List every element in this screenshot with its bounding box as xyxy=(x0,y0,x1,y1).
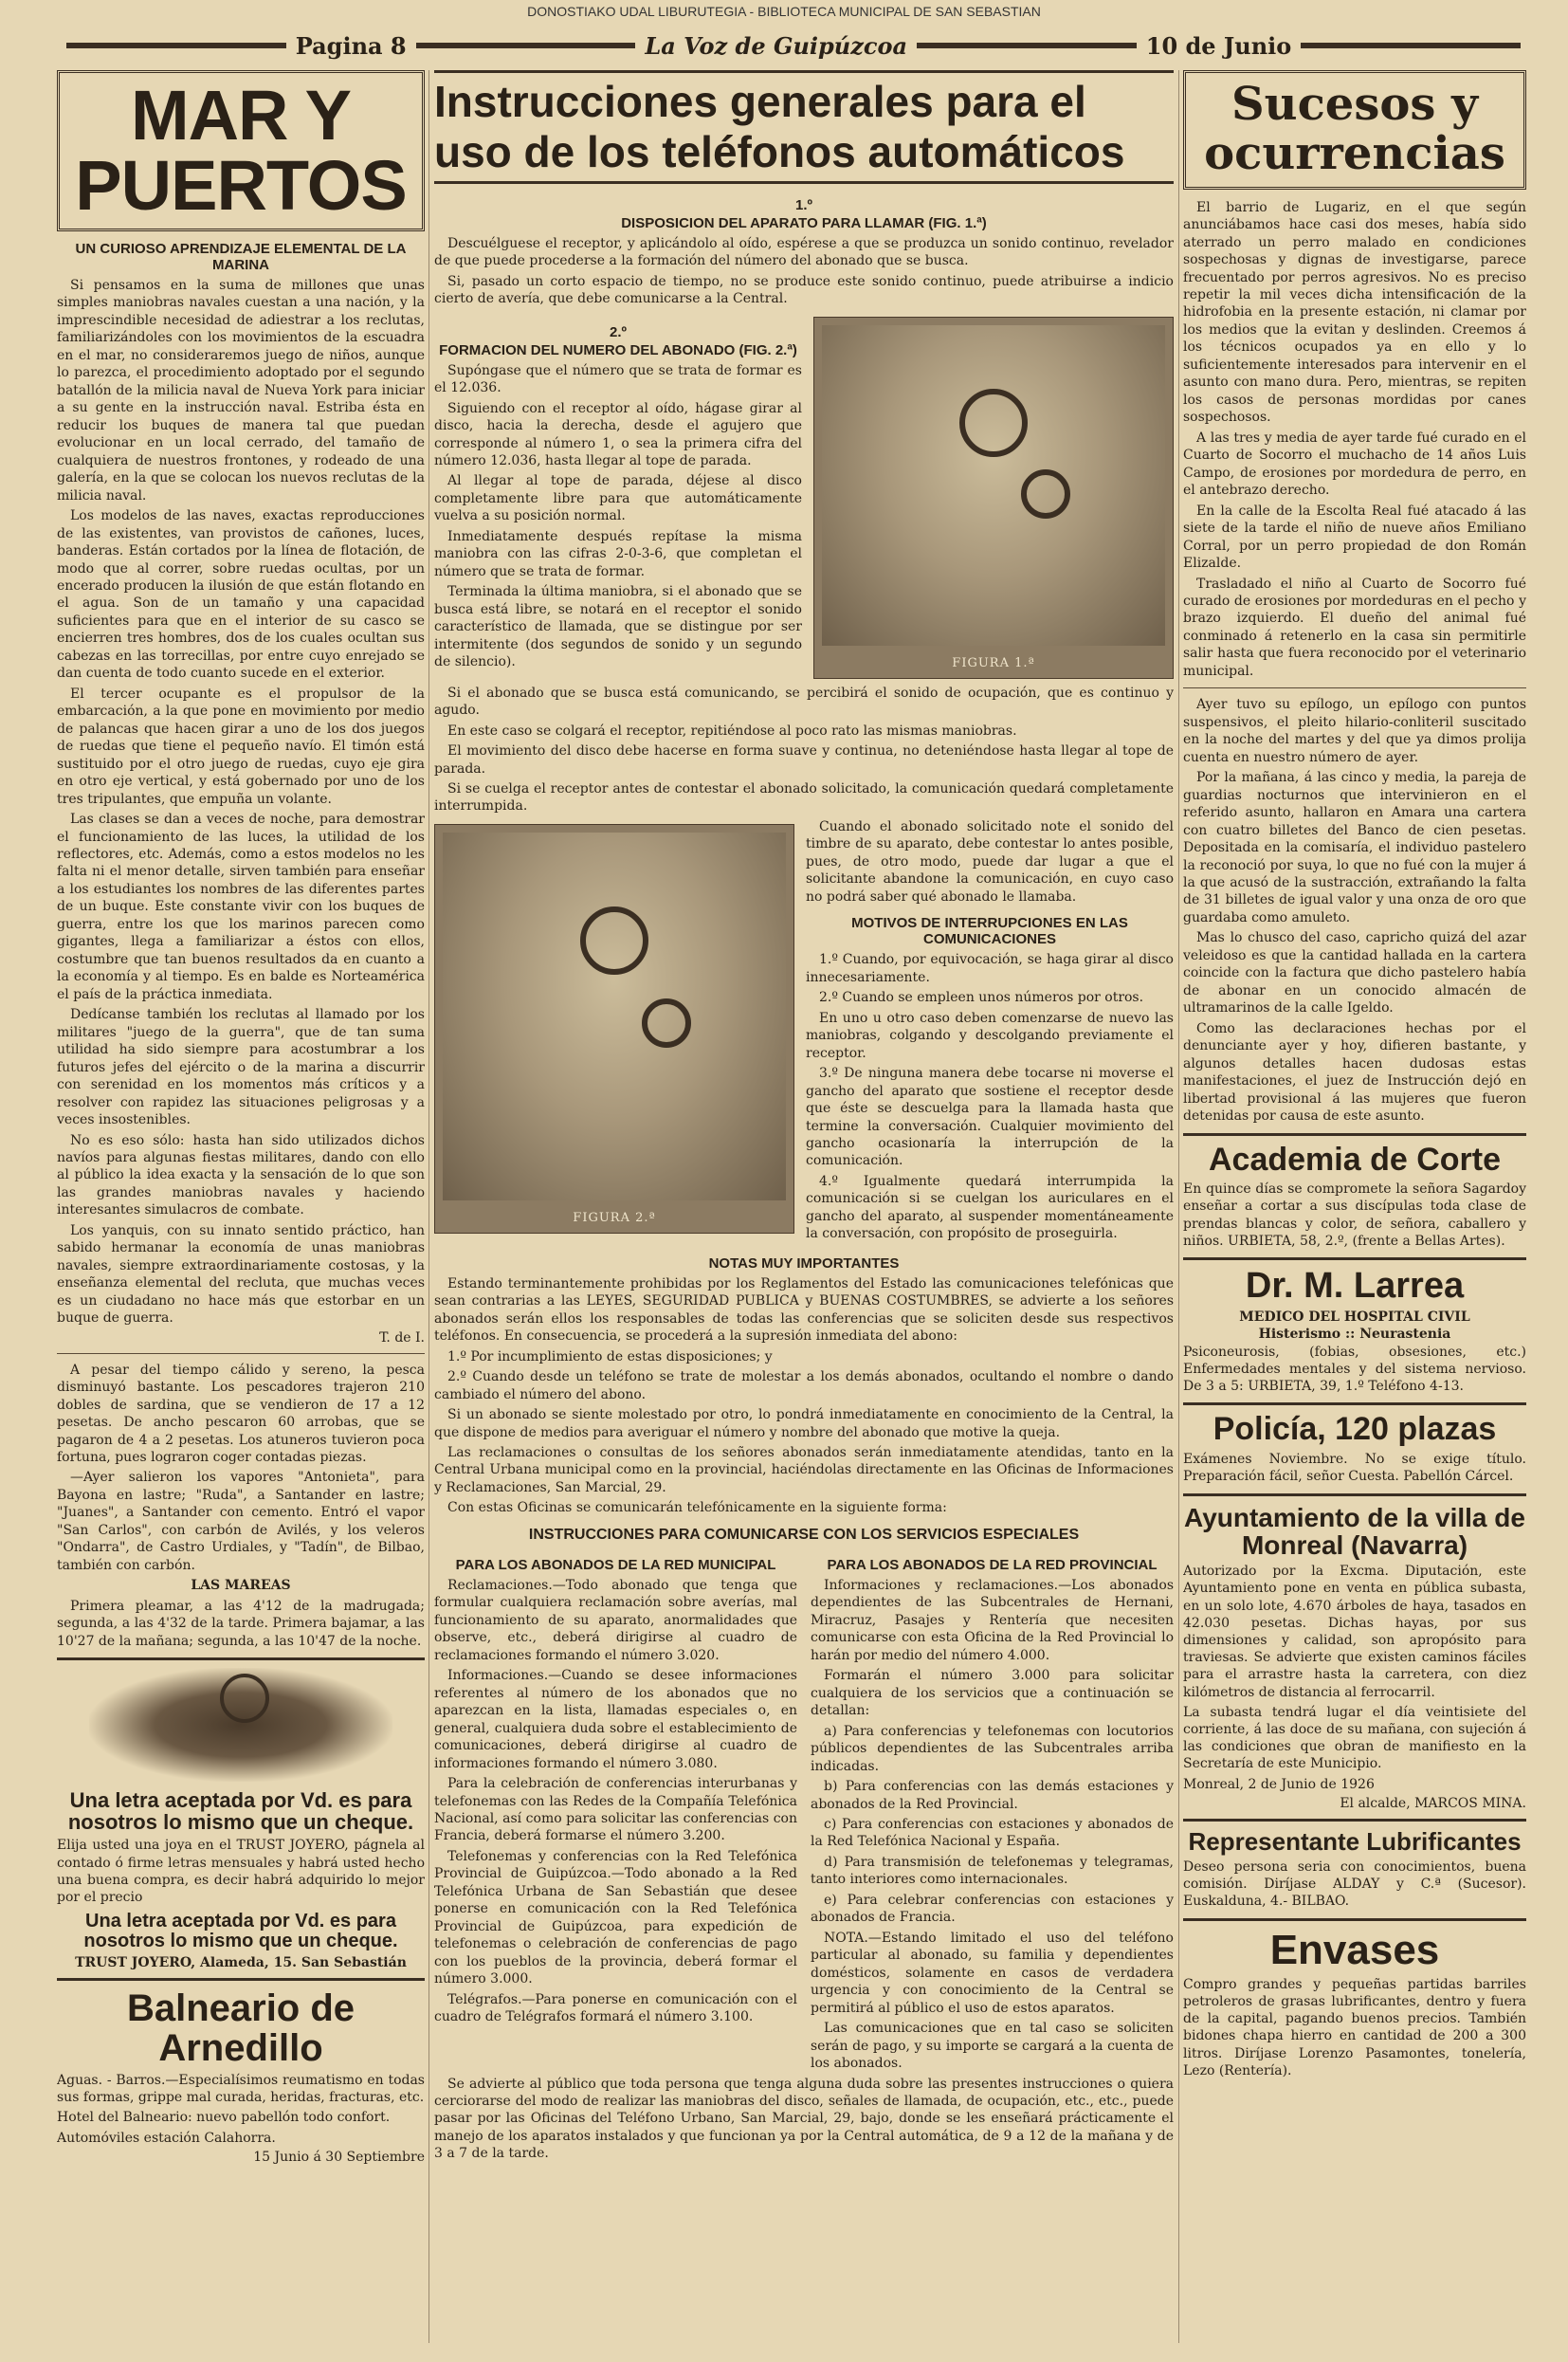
larrea-specialty: Histerismo :: Neurastenia xyxy=(1258,1326,1451,1342)
envases-body: Compro grandes y pequeñas partidas barriles petroleros de grasas lubrificantes, dentro y fuera de la capital, pagando buenos precios. También bidones chapa hierro en cantidad de 200 a 300 litros. Diríjase Lorenzo Pasamontes, tonelería, Lezo (Rentería). xyxy=(1183,1976,1526,2078)
sucesos-paragraph: Ayer tuvo su epílogo, un epílogo con puntos suspensivos, el pleito hilario-conliteril suscitado en la noche del martes y del que ya dimos prolija cuenta en nuestro número de ayer. xyxy=(1183,697,1526,765)
larrea-title: Dr. M. Larrea xyxy=(1245,1266,1465,1306)
instruction-paragraph: Cuando el abonado solicitado note el sonido del timbre de su aparato, debe contestar lo antes posible, pues, de otro modo, puede dar lugar a que el solicitante abandone la comunicación, en cuyo caso no podrá saber qué abonado le llamaba. xyxy=(806,818,1174,905)
instruction-paragraph: Supóngase que el número que se trata de formar es el 12.036. xyxy=(434,362,802,396)
page-number: Pagina 8 xyxy=(295,31,407,60)
article-paragraph: No es eso sólo: hasta han sido utilizados dichos navíos para algunas fiestas militares, dando con ello al público la idea exacta y la sensación de lo que son las grandes maniobras navales y haciendo interesantes simulacros de combate. xyxy=(57,1132,425,1218)
academia-corte-body: En quince días se compromete la señora Sagardoy enseñar a cortar a sus discípulas toda clase de prendas blancas y color, de señora, caballero y niños. URBIETA, 58, 2.º, (frente a Bellas Artes). xyxy=(1183,1181,1526,1249)
issue-date: 10 de Junio xyxy=(1145,31,1292,60)
divider xyxy=(1183,1402,1526,1405)
column-telefonos xyxy=(434,70,1174,2343)
column-rule xyxy=(428,70,429,2343)
red-municipal xyxy=(434,1547,797,2076)
red-municipal-title: PARA LOS ABONADOS DE LA RED MUNICIPAL xyxy=(455,1556,776,1573)
balneario-hotel: Hotel del Balneario: nuevo pabellón todo confort. xyxy=(57,2110,391,2126)
figure-2-wrap xyxy=(434,818,794,1239)
sucesos-paragraph: Trasladado el niño al Cuarto de Socorro fué curado de erosiones por mordeduras en el pecho y brazo izquierdo. El dueño del animal fué conminado á retenerlo en la casa sin permitirle salir hasta que fuera reconocido por el veterinario municipal. xyxy=(1183,576,1526,679)
column-sucesos xyxy=(1183,70,1526,2343)
section-number: 1.º xyxy=(795,196,812,213)
news-paragraph: —Ayer salieron los vapores "Antonieta", para Bayona en lastre; "Ruda", a Santander en lastre; "Juanes", a Santander con cemento. Entró el vapor "San Carlos", con carbón de Avilés, y los veleros "Ondarra", de Castro Urdiales, y "Tadín", de Bilbao, también con carbón. xyxy=(57,1470,425,1573)
motivo-item: 1.º Cuando, por equivocación, se haga girar al disco innecesariamente. xyxy=(806,952,1174,985)
tides-text: Primera pleamar, a las 4'12 de la madrugada; segunda, a las 4'32 de la tarde. Primera bajamar, a las 10'27 de la mañana; segunda, a las 10'47 de la noche. xyxy=(57,1598,425,1649)
article-title: UN CURIOSO APRENDIZAJE ELEMENTAL DE LA MARINA xyxy=(75,241,407,273)
servicio-paragraph: Formarán el número 3.000 para solicitar cualquiera de los servicios que a continuación se detallan: xyxy=(811,1668,1174,1719)
instruction-paragraph: El movimiento del disco debe hacerse en forma suave y continua, no deteniéndose hasta llegar al tope de parada. xyxy=(434,743,1174,777)
telephone-instructions-title: Instrucciones generales para el uso de los teléfonos automáticos xyxy=(434,70,1174,184)
monreal-date: Monreal, 2 de Junio de 1926 xyxy=(1183,1776,1375,1792)
telephone-photo-2 xyxy=(443,833,786,1200)
nota-paragraph: Si un abonado se siente molestado por otro, lo pondrá inmediatamente en conocimiento de la Central, la que dispone de medios para averiguar el número y nombre del abonado que motive la queja. xyxy=(434,1407,1174,1440)
tides-title: LAS MAREAS xyxy=(191,1578,291,1594)
servicio-paragraph: Telefonemas y conferencias con la Red Telefónica Provincial de Guipúzcoa.—Todo abonado a la Red Telefónica Urbana de San Sebastián que desee ponerse en comunicación con la Red Telefónica Provincial de Guipúzcoa, para expedición de telefonemas o celebración de conferencias de pago con los pueblos de la provincia, deberá formar el número 3.000. xyxy=(434,1848,797,1987)
monreal-body: Autorizado por la Excma. Diputación, este Ayuntamiento pone en venta en pública subasta, en un solo lote, 4.670 árboles de haya, tasados en 42.030 pesetas. Dichas hayas, por sus dimensiones y calidad, son apropósito para traviesas. Se advierte que existen caminos fáciles para el arrastre hasta la carretera, con diez kilómetros de distancia al ferrocarril. xyxy=(1183,1564,1526,1700)
balneario-transport: Automóviles estación Calahorra. xyxy=(57,2130,276,2146)
servicio-paragraph: a) Para conferencias y telefonemas con locutorios públicos dependientes de las Subcentrales arriba indicadas. xyxy=(811,1723,1174,1774)
instruction-paragraph: Al llegar al tope de parada, déjese al disco completamente libre para que automáticamente vuelva a su posición normal. xyxy=(434,473,802,524)
library-banner: DONOSTIAKO UDAL LIBURUTEGIA - BIBLIOTECA MUNICIPAL DE SAN SEBASTIAN xyxy=(527,4,1041,19)
figure-1-row xyxy=(434,311,1174,685)
sucesos-paragraph: Como las declaraciones hechas por el denunciante ayer y hoy, difieren bastante, y algunos detalles hacen dudosas estas manifestaciones, el juez de Instrucción dejó en libertad provisional á las mujeres que fueron detenidas por causa de este asunto. xyxy=(1183,1020,1526,1125)
notas-title: NOTAS MUY IMPORTANTES xyxy=(708,1254,900,1272)
balneario-dates: 15 Junio á 30 Septiembre xyxy=(253,2149,425,2165)
policia-title: Policía, 120 plazas xyxy=(1212,1411,1497,1448)
divider xyxy=(1183,1133,1526,1136)
running-head xyxy=(57,28,1530,63)
trust-joyero-body: Elija usted una joya en el TRUST JOYERO, págnela al contado ó firme letras mensuales y habrá usted hecho una buena compra, es decir habrá adquirido lo mejor por el precio xyxy=(57,1838,425,1905)
figure-1-text xyxy=(434,311,802,674)
servicio-paragraph: Para la celebración de conferencias interurbanas y telefonemas con las Redes de la Compañía Telefónica Nacional, así como para solicitar las conferencias con Francia, deberá formarse el número 3.200. xyxy=(434,1776,797,1844)
servicio-paragraph: Informaciones.—Cuando se desee informaciones referentes al número de los abonados que no aparezcan en la lista, llamadas especiales o, en general, cualquiera duda sobre el establecimiento de comunicaciones, deberá dirigirse al cuadro de informaciones formando el número 3.080. xyxy=(434,1668,797,1771)
servicio-paragraph: c) Para conferencias con estaciones y abonados de la Red Telefónica Nacional y España. xyxy=(811,1816,1174,1850)
divider xyxy=(57,1978,425,1981)
section-title: DISPOSICION DEL APARATO PARA LLAMAR (FIG. 1.ª) xyxy=(621,214,987,231)
sucesos-paragraph: El barrio de Lugariz, en el que según anunciábamos hace casi dos meses, había sido aterrado un perro malado en condiciones sospechosas y dignas de investigarse, parece frecuentado por perros agresivos. No es preciso repetir la mil veces dicha intensificación de la hidrofobia en la presente estación, ni clamar por los medios que la evitan y deslinden. Creemos á los técnicos ocupados ya en ello y lo suficientemente interesados para intervenir en el asunto con mano dura. Pero, mientras, se repiten los casos de personas mordidas por canes sospechosos. xyxy=(1183,199,1526,426)
instruction-paragraph: Siguiendo con el receptor al oído, hágase girar al disco, hacia la derecha, desde el agujero que corresponde al número 1, o sea la primera cifra del número 12.036, hasta llegar al tope de parada. xyxy=(434,400,802,468)
trust-joyero-headline: Una letra aceptada por Vd. es para nosotros lo mismo que un cheque. xyxy=(67,1788,414,1835)
divider xyxy=(1183,1819,1526,1822)
sucesos-paragraph: En la calle de la Escolta Real fué atacado á las siete de la tarde el niño de nueve años Emiliano Corral, por un perro propiedad de don Román Elizalde. xyxy=(1183,503,1526,572)
motivo-item: 3.º De ninguna manera debe tocarse ni moverse el gancho del aparato que sostiene el receptor desde que éste se descuelga para la llamada hasta que termine la conversación. Cualquier movimiento del gancho ocasionaría la interrupción de la comunicación. xyxy=(806,1066,1174,1169)
news-paragraph: A pesar del tiempo cálido y sereno, la pesca disminuyó bastante. Los pescadores trajeron 210 dobles de sardina, que se vendieron de 17 a 12 pesetas. De ancho pescaron 60 arrobas, que se pagaron de 4 a 2 pesetas. Los atuneros tuvieron poca fortuna, pues lograron coger contadas piezas. xyxy=(57,1362,425,1465)
nota-paragraph: Las reclamaciones o consultas de los señores abonados serán inmediatamente atendidas, tanto en la Central Urbana municipal como en la provincial, haciéndolas directamente en las Oficinas de Informaciones y Reclamaciones, San Marcial, 29. xyxy=(434,1445,1174,1495)
servicios-columns xyxy=(434,1547,1174,2076)
head-rule-left xyxy=(66,43,286,48)
servicio-paragraph: Telégrafos.—Para ponerse en comunicación con el cuadro de Telégrafos formará el número 3.100. xyxy=(434,1991,797,2025)
instruction-paragraph: En este caso se colgará el receptor, repitiéndose al poco rato las mismas maniobras. xyxy=(447,723,1017,739)
envases-title: Envases xyxy=(1269,1926,1440,1973)
servicio-paragraph: e) Para celebrar conferencias con estaciones y abonados de Francia. xyxy=(811,1892,1174,1926)
nota-paragraph: Con estas Oficinas se comunicarán telefónicamente en la siguiente forma: xyxy=(447,1500,947,1516)
section-title: FORMACION DEL NUMERO DEL ABONADO (FIG. 2.ª) xyxy=(439,341,797,358)
instruction-paragraph: Si el abonado que se busca está comunicando, se percibirá el sonido de ocupación, que es continuo y agudo. xyxy=(434,685,1174,719)
red-provincial xyxy=(811,1547,1174,2076)
servicio-paragraph: Las comunicaciones que en tal caso se soliciten serán de pago, y su importe se cargará a la cuenta de los abonados. xyxy=(811,2021,1174,2072)
article-paragraph: Los yanquis, con su innato sentido práctico, han sabido hermanar la economía de unas maniobras navales, siempre extraordinariamente costosas, y la enseñanza elemental del recluta, que muchas veces es un ciudadano no hace más que estorbar en un buque de guerra. xyxy=(57,1222,425,1327)
servicio-paragraph: b) Para conferencias con las demás estaciones y abonados de la Red Provincial. xyxy=(811,1779,1174,1812)
motivo-item: 4.º Igualmente quedará interrumpida la comunicación si se cuelgan los auriculares en el gancho del aparato, al suspender momentáneamente la conversación, con propósito de proseguirla. xyxy=(806,1173,1174,1242)
servicio-paragraph: Reclamaciones.—Todo abonado que tenga que formular cualquiera reclamación sobre averías, mal funcionamiento de su aparato, anormalidades que observe, etc., deberá dirigirse al cuadro de reclamaciones formando el número 3.020. xyxy=(434,1577,797,1663)
motivos-title: MOTIVOS DE INTERRUPCIONES EN LAS COMUNICACIONES xyxy=(851,915,1128,948)
article-paragraph: Los modelos de las naves, exactas reproducciones de las existentes, van provistos de cañones, luces, banderas. Están cortados por la línea de flotación, de modo que al correr, sobre ruedas ocultas, por un encerado producen la ilusión de que están flotando en el agua. Son de un tamaño y una capacidad suficientes para que en el interior de su casco se encierren tres hombres, dos de los cuales ocultan sus cabezas en las torrecillas, por entre cuyo enrejado se dan cuenta de todo cuanto sucede en el exterior. xyxy=(57,508,425,682)
monreal-body-2: La subasta tendrá lugar el día veintisiete del corriente, á las doce de su mañana, con sujeción á las condiciones que obran de manifiesto en la Secretaría de este Municipio. xyxy=(1183,1704,1526,1772)
lubrificantes-body: Deseo persona seria con conocimientos, buena comisión. Diríjase ALDAY y C.ª (Sucesor). Euskalduna, 4.- BILBAO. xyxy=(1183,1859,1526,1910)
article-paragraph: Dedícanse también los reclutas al llamado por los militares "juego de la guerra", que de tan suma utilidad ha sido siempre para acostumbrar a los futuros jefes del ejército o de la marina a discurrir con serenidad en los momentos más críticos y a resolver con rapidez las situaciones peligrosas y a veces insostenibles. xyxy=(57,1007,425,1128)
instruction-paragraph: Si se cuelga el receptor antes de contestar el abonado solicitado, la comunicación quedará completamente interrumpida. xyxy=(434,781,1174,815)
final-note: Se advierte al público que toda persona que tenga alguna duda sobre las presentes instrucciones o quiera cerciorarse del modo de realizar las maniobras del disco, señales de llamada, de ocupación, etc., etc., puede pasar por las Oficinas del Teléfono Urbano, San Marcial, 29, bajo, donde se les enseñará prácticamente el manejo de los aparatos instalados y que funcionan ya por la Central automática, de 9 a 12 de la mañana y de 3 a 7 de la tarde. xyxy=(434,2076,1174,2162)
section-title-sucesos: Sucesos y ocurrencias xyxy=(1183,70,1526,190)
balneario-title: Balneario de Arnedillo xyxy=(126,1987,356,2070)
nota-paragraph: 2.º Cuando desde un teléfono se trate de molestar a los demás abonados, ocultando el nombre o dando cambiado el número del abono. xyxy=(434,1369,1174,1402)
nota-paragraph: 1.º Por incumplimiento de estas disposiciones; y xyxy=(447,1348,773,1364)
masthead: La Voz de Guipúzcoa xyxy=(645,31,908,60)
jewelry-emblem-icon xyxy=(89,1668,392,1782)
trust-joyero-headline-2: Una letra aceptada por Vd. es para nosotros lo mismo que un cheque. xyxy=(83,1911,398,1952)
figure-2-text xyxy=(806,818,1174,1246)
article-signature: T. de I. xyxy=(379,1329,425,1346)
divider xyxy=(57,1353,425,1354)
servicio-paragraph: d) Para transmisión de telefonemas y telegramas, tanto interiores como internacionales. xyxy=(811,1854,1174,1888)
lubrificantes-title: Representante Lubrificantes xyxy=(1188,1826,1522,1856)
article-paragraph: Si pensamos en la suma de millones que unas simples maniobras navales cuestan a una nación, y la imprescindible necesidad de adiestrar a los reclutas, familiarizándoles con los movimientos de la escuadra en el mar, no consideraremos juego de niños, aunque lo parezca, el procedimiento adoptado por el segundo batallón de la milicia naval de Nueva York para iniciar a su gente en la instrucción naval. Estriba ésta en reducir los buques de manera tal que puedan evolucionar en un local cerrado, del tamaño de cualquiera de nuestros frontones, y rodeado de una galería, en la que se colocan los nuevos reclutas de la milicia naval. xyxy=(57,278,425,504)
trust-joyero-address: TRUST JOYERO, Alameda, 15. San Sebastián xyxy=(75,1955,407,1971)
section-number: 2.º xyxy=(610,323,627,340)
servicios-title: INSTRUCCIONES PARA COMUNICARSE CON LOS SERVICIOS ESPECIALES xyxy=(528,1526,1080,1543)
motivo-item: En uno u otro caso deben comenzarse de nuevo las maniobras, colgando y descolgando previamente el receptor. xyxy=(806,1010,1174,1061)
figure-2 xyxy=(434,824,794,1234)
instruction-paragraph: Terminada la última maniobra, si el abonado que se busca está libre, se notará en el receptor el sonido característico de llamada, que se distingue por ser intermitente (dos segundos de sonido y un segundo de silencio). xyxy=(434,584,802,670)
divider xyxy=(57,1657,425,1660)
figure-1-wrap xyxy=(813,311,1174,685)
instruction-paragraph: Descuélguese el receptor, y aplicándolo al oído, espérese a que se produzca un sonido continuo, revelador de que puede procederse a la formación del número del abonado que se busca. xyxy=(434,235,1174,269)
nota-paragraph: Estando terminantemente prohibidas por los Reglamentos del Estado las comunicaciones telefónicas que sean contrarias a las LEYES, SEGURIDAD PUBLICA y BUENAS COSTUMBRES, se advierte a los señores abonados serán ellos los responsables de todas las conferencias que se soliciten desde sus respectivos teléfonos. En consecuencia, se procederá a la supresión inmediata del abono: xyxy=(434,1275,1174,1345)
head-rule-mid2 xyxy=(917,43,1137,48)
sucesos-paragraph: A las tres y media de ayer tarde fué curado en el Cuarto de Socorro el muchacho de 14 años Luis Campo, de erosiones por mordedura de perro, en el antebrazo derecho. xyxy=(1183,430,1526,499)
sucesos-paragraph: Por la mañana, á las cinco y media, la pareja de guardias nocturnos que intervinieron en el referido asunto, hallaron en Amara una cartera con cuatro billetes del Banco de cien pesetas. Depositada en la comisaría, el individuo pastelero la reconoció por suya, lo que no fué con la mujer á la que acusó de la sustracción, extrañando la falta de 31 billetes de igual valor y una onza de oro que guardaba como amuleto. xyxy=(1183,770,1526,925)
servicio-paragraph: NOTA.—Estando limitado el uso del teléfono particular al abonado, su familia y dependientes domésticos, solamente en casos de verdadera urgencia y con conocimiento de la Central se permitirá al público el uso de estos aparatos. xyxy=(811,1930,1174,2016)
monreal-title: Ayuntamiento de la villa de Monreal (Navarra) xyxy=(1184,1502,1525,1560)
figure-1 xyxy=(813,317,1174,679)
instruction-paragraph: Inmediatamente después repítase la misma maniobra con las cifras 2-0-3-6, que completan el número que se trata de formar. xyxy=(434,528,802,579)
head-rule-mid xyxy=(416,43,636,48)
larrea-subtitle: MEDICO DEL HOSPITAL CIVIL xyxy=(1239,1309,1470,1325)
article-paragraph: Las clases se dan a veces de noche, para demostrar el funcionamiento de las luces, la utilidad de los reflectores, etc. Además, como a estos modelos no les falta ni el menor detalle, sirven también para enseñar a los estudiantes los nombres de las diferentes partes de un buque. Este constante vivir con los buques de guerra, entre los que los marinos parecen como gigantes, llega a familiarizar a éstos con ellos, costumbre que tan buenos resultados da en cuanto a la economía y al tiempo. Es en balde es Norteamérica el país de la práctica inmediata. xyxy=(57,812,425,1002)
divider xyxy=(1183,1918,1526,1921)
divider xyxy=(1183,1493,1526,1496)
balneario-body: Aguas. - Barros.—Especialísimos reumatismo en todas sus formas, grippe mal curada, heridas, fracturas, etc. xyxy=(57,2073,425,2106)
academia-corte-title: Academia de Corte xyxy=(1209,1141,1501,1178)
servicio-paragraph: Informaciones y reclamaciones.—Los abonados dependientes de las Subcentrales de Hernani, Miracruz, Pasajes y Rentería que necesiten comunicarse con esta Oficina de la Red Provincial lo harán por medio del número 4.000. xyxy=(811,1577,1174,1663)
larrea-body: Psiconeurosis, (fobias, obsesiones, etc.) Enfermedades mentales y del sistema nervioso. De 3 a 5: URBIETA, 39, 1.º Teléfono 4-13. xyxy=(1183,1344,1526,1395)
telephone-photo-1 xyxy=(822,325,1165,646)
motivo-item: 2.º Cuando se empleen unos números por otros. xyxy=(819,990,1144,1006)
figure-caption: FIGURA 2.ª xyxy=(573,1210,656,1225)
head-rule-right xyxy=(1301,43,1521,48)
figure-2-row xyxy=(434,818,1174,1246)
red-provincial-title: PARA LOS ABONADOS DE LA RED PROVINCIAL xyxy=(827,1556,1158,1573)
article-paragraph: El tercer ocupante es el propulsor de la embarcación, a la que pone en movimiento por medio de palancas que hacen girar a uno de los dos juegos de ruedas que tiene el pequeño navío. El timón está sustituido por el otro juego de ruedas, cuyo eje gira en otro eje vertical, y está gobernado por uno de los tres tripulantes, que empuña un volante. xyxy=(57,686,425,807)
column-mar-y-puertos xyxy=(57,70,425,2343)
instruction-paragraph: Si, pasado un corto espacio de tiempo, no se produce este sonido continuo, puede atribuirse a indicio cierto de avería, que debe comunicarse a la Central. xyxy=(434,273,1174,307)
divider xyxy=(1183,1257,1526,1260)
sucesos-paragraph: Mas lo chusco del caso, capricho quizá del azar veleidoso es que la cantidad hallada en la cartera coincide con la factura que dicho pastelero había de abonar en un conocido almacén de ultramarinos de la calle Igeldo. xyxy=(1183,930,1526,1016)
monreal-signature: El alcalde, MARCOS MINA. xyxy=(1340,1795,1526,1811)
section-title-mar-y-puertos: MAR Y PUERTOS xyxy=(57,70,425,231)
column-rule xyxy=(1178,70,1179,2343)
figure-caption: FIGURA 1.ª xyxy=(952,655,1035,670)
policia-body: Exámenes Noviembre. No se exige título. Preparación fácil, señor Cuesta. Pabellón Cárcel. xyxy=(1183,1452,1526,1485)
divider xyxy=(1183,687,1526,688)
